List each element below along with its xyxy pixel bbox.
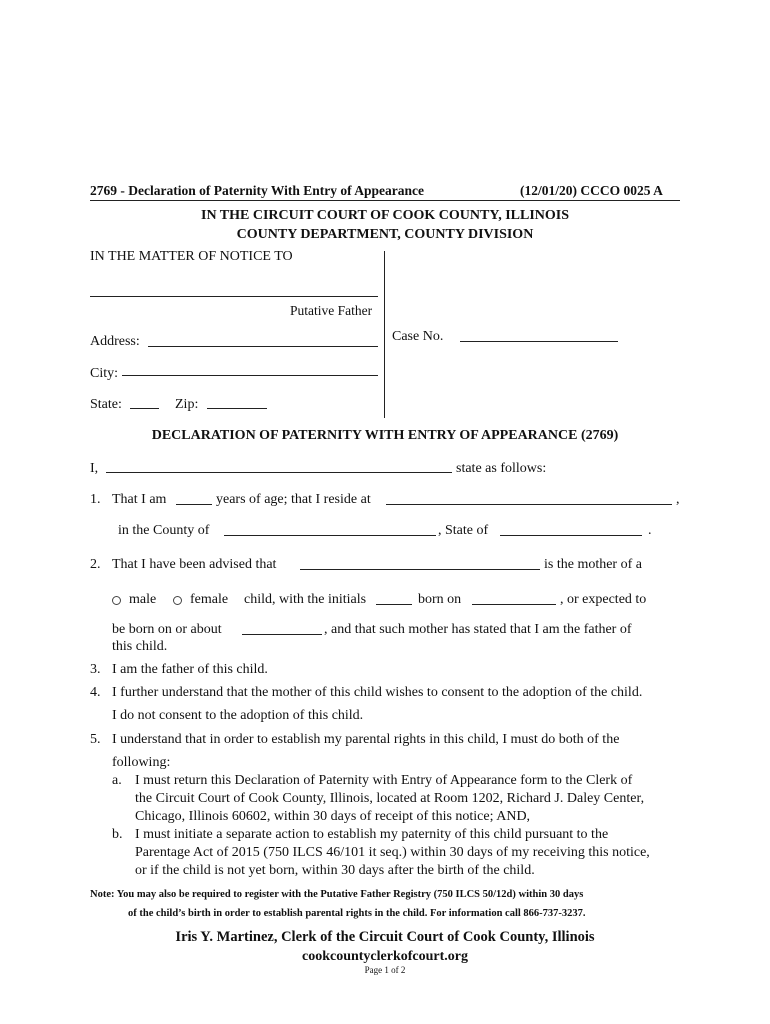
item-2-advised: That I have been advised that (112, 557, 277, 572)
male-radio[interactable] (112, 596, 121, 605)
address-label: Address: (90, 334, 140, 349)
court-name: IN THE CIRCUIT COURT OF COOK COUNTY, ILLINOIS (201, 208, 569, 223)
female-radio[interactable] (173, 596, 182, 605)
item-3-text: I am the father of this child. (112, 662, 268, 677)
matter-label: IN THE MATTER OF NOTICE TO (90, 249, 293, 264)
state-field[interactable] (130, 408, 159, 409)
item-3-number: 3. (90, 662, 101, 677)
address-field[interactable] (148, 346, 378, 347)
residence-field[interactable] (386, 504, 672, 505)
item-1-state-label: , State of (438, 523, 489, 538)
item-1-number: 1. (90, 492, 101, 507)
county-field[interactable] (224, 535, 436, 536)
item-5b-label: b. (112, 827, 123, 842)
putative-father-name-field[interactable] (90, 296, 378, 297)
item-1-years: years of age; that I reside at (216, 492, 371, 507)
intro-state-as: state as follows: (456, 461, 547, 476)
item-2-initials-label: child, with the initials (244, 592, 367, 607)
case-number-field[interactable] (460, 341, 618, 342)
note-line-2: of the child’s birth in order to establish parental rights in the child. For information call 866-737-3237. (128, 908, 586, 919)
caption-divider (384, 251, 385, 418)
zip-label: Zip: (175, 397, 199, 412)
putative-father-label: Putative Father (290, 303, 373, 318)
item-2-expected: , or expected to (560, 592, 647, 607)
item-5a-line-2: the Circuit Court of Cook County, Illinois, located at Room 1202, Richard J. Daley Center, (135, 791, 645, 806)
item-4-text-2: I do not consent to the adoption of this child. (112, 708, 364, 723)
item-5a-line-1: I must return this Declaration of Paternity with Entry of Appearance form to the Clerk of (135, 773, 633, 788)
female-label: female (190, 592, 229, 607)
city-field[interactable] (122, 375, 378, 376)
case-number-label: Case No. (392, 329, 444, 344)
item-2-mother: is the mother of a (544, 557, 642, 572)
item-2-this-child: this child. (112, 639, 168, 654)
age-field[interactable] (176, 504, 212, 505)
item-5b-line-2: Parentage Act of 2015 (750 ILCS 46/101 it seq.) within 30 days of my receiving this notice, (135, 845, 650, 860)
item-2-stated: , and that such mother has stated that I am the father of (324, 622, 632, 637)
declarant-name-field[interactable] (106, 472, 452, 473)
mother-name-field[interactable] (300, 569, 540, 570)
document-title: DECLARATION OF PATERNITY WITH ENTRY OF APPEARANCE (2769) (151, 428, 619, 443)
state-label: State: (90, 397, 122, 412)
item-5b-line-3: or if the child is not yet born, within 30 days after the birth of the child. (135, 863, 535, 878)
male-label: male (129, 592, 157, 607)
page-number: Page 1 of 2 (364, 965, 406, 975)
item-2-born-about: be born on or about (112, 622, 222, 637)
birth-date-field[interactable] (472, 604, 556, 605)
item-5a-label: a. (112, 773, 122, 788)
zip-field[interactable] (207, 408, 267, 409)
item-5a-line-3: Chicago, Illinois 60602, within 30 days of receipt of this notice; AND, (135, 809, 531, 824)
item-1-comma: , (676, 492, 680, 507)
court-division: COUNTY DEPARTMENT, COUNTY DIVISION (236, 227, 534, 242)
note-line-1: Note: You may also be required to register with the Putative Father Registry (750 ILCS 50/12d) within 30 days (90, 889, 584, 900)
item-2-born-on: born on (418, 592, 462, 607)
clerk-website: cookcountyclerkofcourt.org (301, 949, 469, 964)
header-rule (90, 200, 680, 201)
item-5-text: I understand that in order to establish my parental rights in this child, I must do both of the (112, 732, 620, 747)
form-code: (12/01/20) CCCO 0025 A (520, 183, 663, 198)
item-1-county-label: in the County of (118, 523, 210, 538)
item-2-number: 2. (90, 557, 101, 572)
item-5-text-2: following: (112, 755, 171, 770)
city-label: City: (90, 366, 119, 381)
expected-date-field[interactable] (242, 634, 322, 635)
form-title: 2769 - Declaration of Paternity With Entry of Appearance (90, 183, 424, 198)
clerk-name: Iris Y. Martinez, Clerk of the Circuit Court of Cook County, Illinois (175, 929, 595, 945)
item-5-number: 5. (90, 732, 101, 747)
initials-field[interactable] (376, 604, 412, 605)
item-5b-line-1: I must initiate a separate action to establish my paternity of this child pursuant to the (135, 827, 609, 842)
item-1-period: . (648, 523, 652, 538)
intro-i: I, (90, 461, 99, 476)
item-4-text: I further understand that the mother of this child wishes to consent to the adoption of the child. (112, 685, 643, 700)
residence-state-field[interactable] (500, 535, 642, 536)
item-1-that-i-am: That I am (112, 492, 167, 507)
item-4-number: 4. (90, 685, 101, 700)
